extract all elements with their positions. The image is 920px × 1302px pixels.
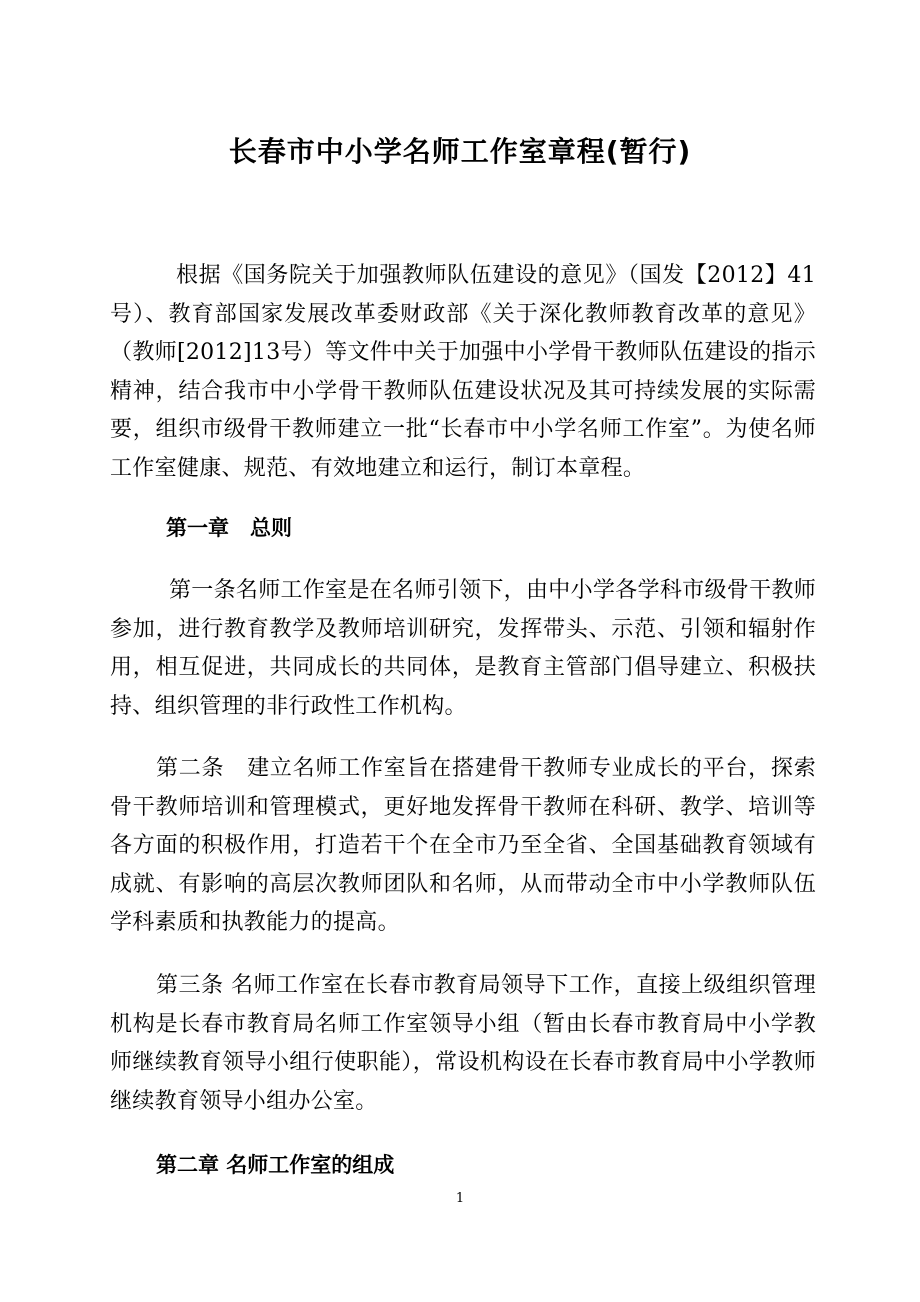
article-3-paragraph: 第三条 名师工作室在长春市教育局领导下工作，直接上级组织管理机构是长春市教育局名师工作室领导小组（暂由长春市教育局中小学教师继续教育领导小组行使职能），常设机构设在长春市教育局中小学教师继续教育领导小组办公室。	[110, 973, 816, 1114]
document-title: 长春市中小学名师工作室章程(暂行)	[228, 135, 692, 168]
chapter-2-heading: 第二章 名师工作室的组成	[156, 1153, 395, 1177]
chapter-1-heading: 第一章 总则	[166, 516, 292, 540]
intro-paragraph: 根据《国务院关于加强教师队伍建设的意见》（国发【2012】41号）、教育部国家发展改革委财政部《关于深化教师教育改革的意见》（教师[2012]13号）等文件中关于加强中小学骨干教师队伍建设的指示精神，结合我市中小学骨干教师队伍建设状况及其可持续发展的实际需要，组织市级骨干教师建立一批“长春市中小学名师工作室”。为使名师工作室健康、规范、有效地建立和运行，制订本章程。	[110, 263, 816, 481]
article-1-paragraph: 第一条名师工作室是在名师引领下，由中小学各学科市级骨干教师参加，进行教育教学及教师培训研究，发挥带头、示范、引领和辐射作用，相互促进，共同成长的共同体，是教育主管部门倡导建立、积极扶持、组织管理的非行政性工作机构。	[110, 578, 816, 719]
page-number: 1	[455, 1191, 465, 1206]
article-2-paragraph: 第二条 建立名师工作室旨在搭建骨干教师专业成长的平台，探索骨干教师培训和管理模式，更好地发挥骨干教师在科研、教学、培训等各方面的积极作用，打造若干个在全市乃至全省、全国基础教育领域有成就、有影响的高层次教师团队和名师，从而带动全市中小学教师队伍学科素质和执教能力的提高。	[110, 756, 816, 935]
